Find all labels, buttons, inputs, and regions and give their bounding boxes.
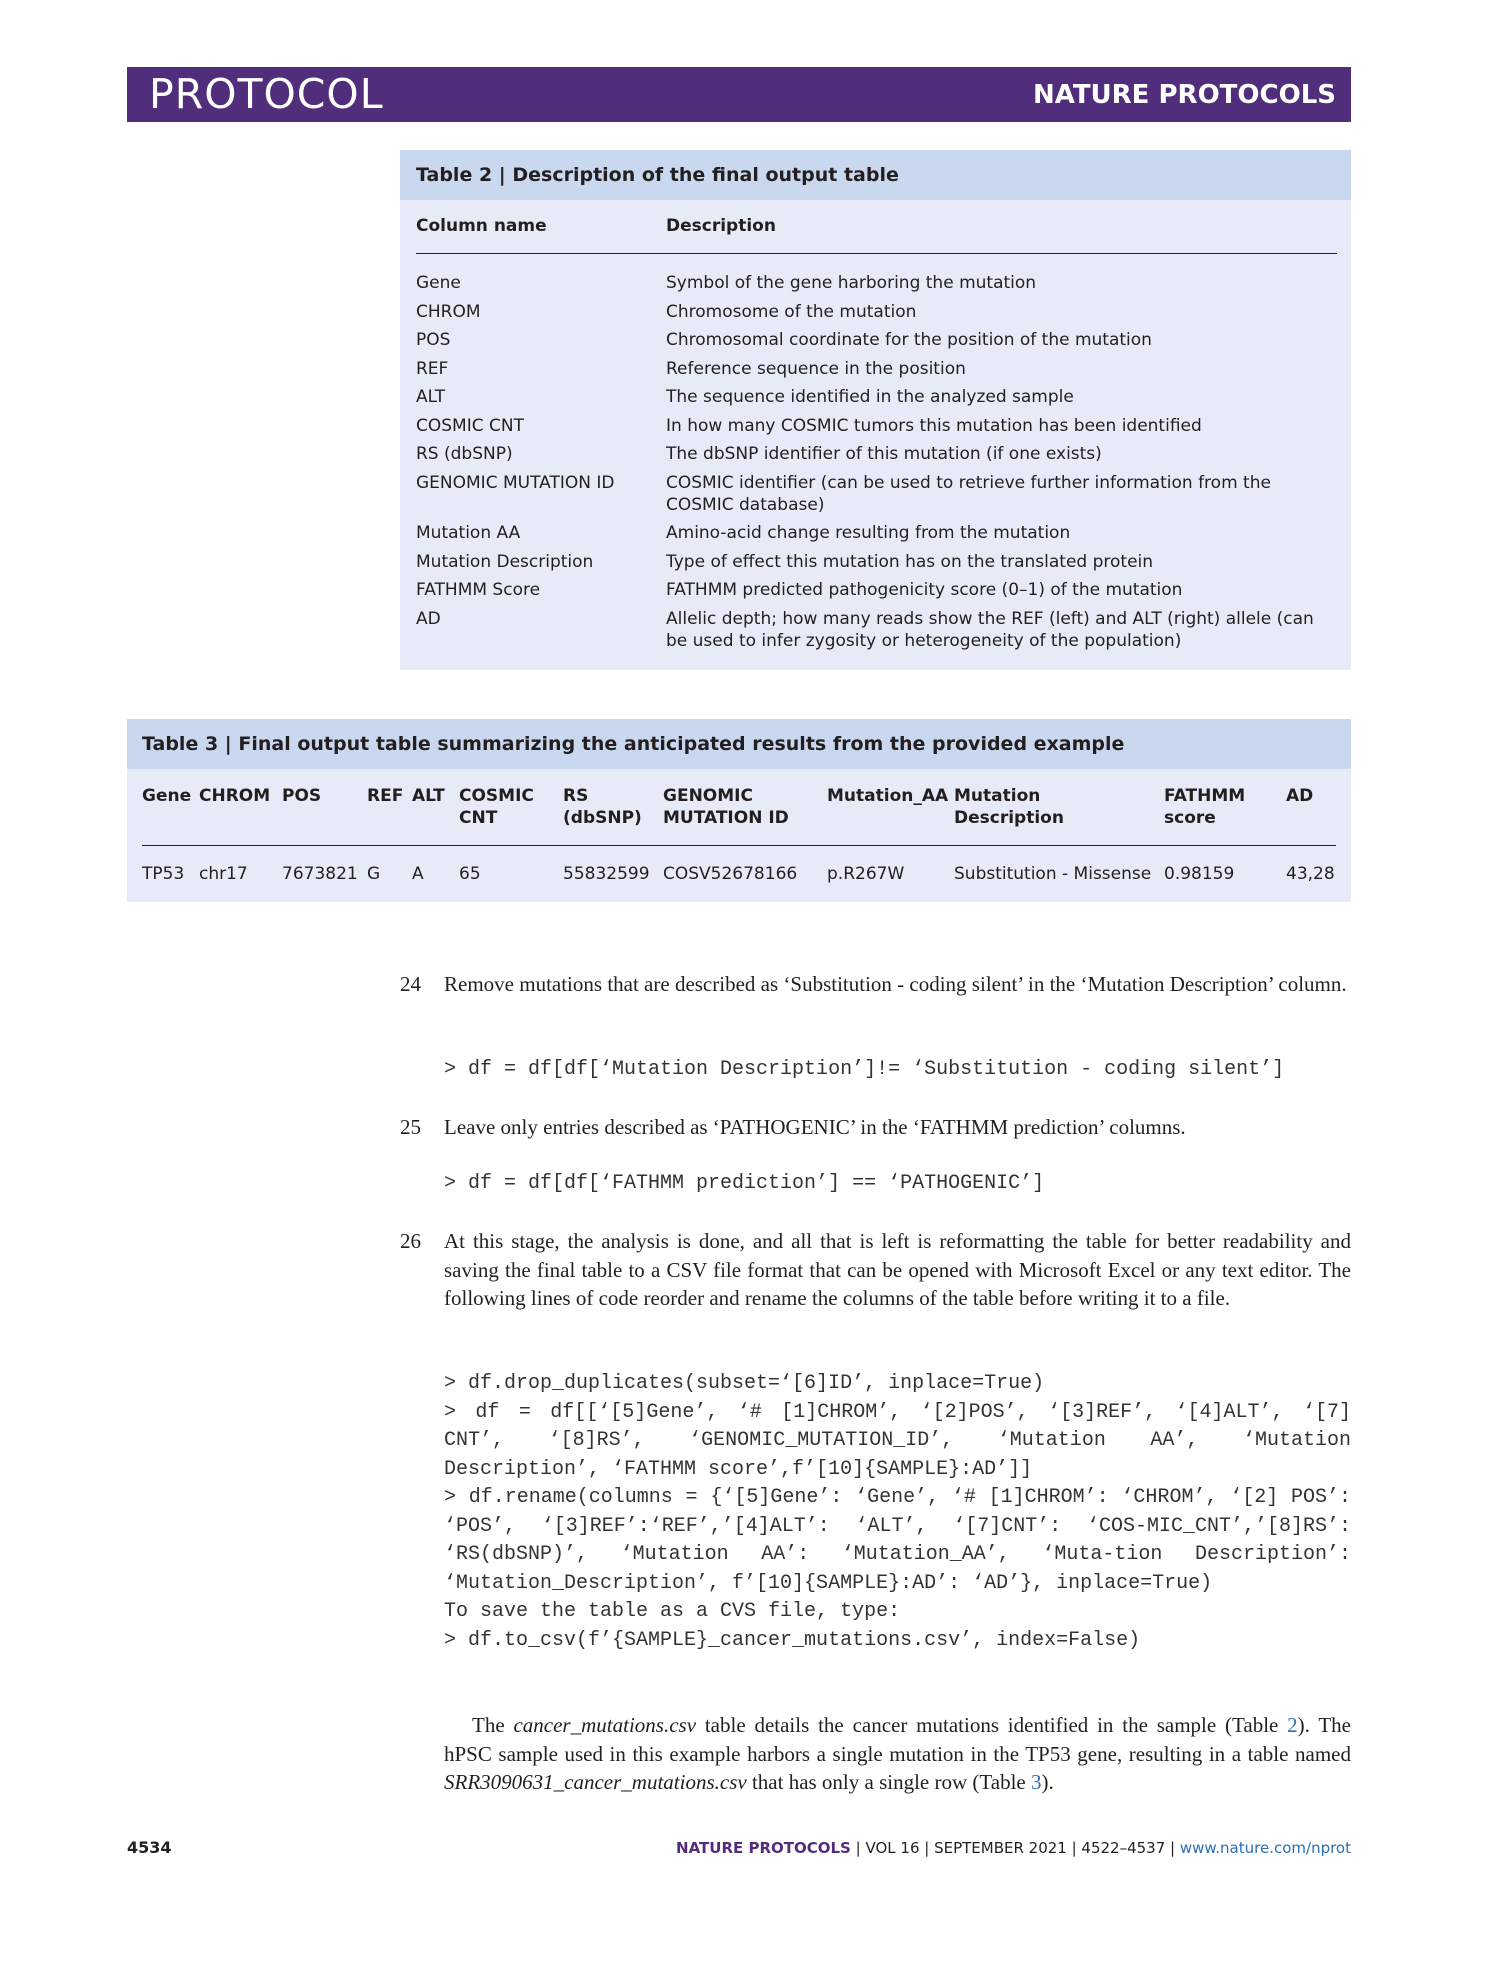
table-2-caption bbox=[400, 150, 1351, 200]
step-24-code: > df = df[df[‘Mutation Description’]!= ‘Substitution - coding silent’] bbox=[444, 1058, 1285, 1081]
table-3-cell-alt: A bbox=[412, 864, 424, 884]
footer-url-link[interactable]: www.nature.com/nprot bbox=[1179, 1839, 1351, 1857]
table-3 bbox=[127, 719, 1351, 902]
table-2-cell-description: Reference sequence in the position bbox=[666, 358, 966, 379]
table-3-header-gene: Gene bbox=[142, 786, 192, 806]
table-3-cell-fathmm-score: 0.98159 bbox=[1164, 864, 1235, 884]
table-2-cell-description: Chromosome of the mutation bbox=[666, 301, 917, 322]
page-number: 4534 bbox=[127, 1838, 172, 1857]
table-2-link[interactable]: 2 bbox=[1287, 1713, 1298, 1737]
table-2-cell-column-name: FATHMM Score bbox=[416, 580, 541, 600]
table-2-cell-column-name: AD bbox=[416, 608, 441, 629]
table-2-cell-description: Type of effect this mutation has on the translated protein bbox=[666, 551, 1154, 572]
table-2-row bbox=[416, 415, 1337, 437]
table-2-row bbox=[416, 301, 1337, 323]
table-3-cell-mutation-aa: p.R267W bbox=[827, 864, 905, 884]
table-3-cell-cosmic-cnt: 65 bbox=[459, 864, 481, 884]
journal-header-bar bbox=[127, 67, 1351, 122]
table-2-row bbox=[416, 472, 1337, 516]
table-3-cell-chrom: chr17 bbox=[199, 864, 248, 884]
table-3-header-cosmic-cnt: COSMIC CNT bbox=[459, 786, 534, 828]
footer-volume: | VOL 16 | SEPTEMBER 2021 | 4522–4537 | bbox=[850, 1839, 1180, 1857]
table-2-row bbox=[416, 551, 1337, 573]
table-2-cell-description: The dbSNP identifier of this mutation (if one exists) bbox=[666, 444, 1102, 464]
table-2-row bbox=[416, 579, 1337, 601]
footer-citation bbox=[676, 1839, 1351, 1857]
table-3-cell-pos: 7673821 bbox=[282, 864, 358, 884]
section-label: PROTOCOL bbox=[149, 70, 384, 118]
table-2-number: Table 2 | bbox=[416, 164, 506, 186]
table-2-cell-column-name: POS bbox=[416, 330, 451, 350]
table-2-cell-description: FATHMM predicted pathogenicity score (0–1) of the mutation bbox=[666, 580, 1183, 600]
table-2-cell-description: Amino-acid change resulting from the mutation bbox=[666, 523, 1071, 543]
closing-paragraph: The cancer_mutations.csv table details the cancer mutations identified in the sample (Table 2). The hPSC sample used in this example harbors a single mutation in the TP53 gene, resulting in a table named SRR3090631_cancer_mutations.csv that has only a single row (Table 3). bbox=[444, 1713, 1352, 1794]
table-3-header-mutation-description: Mutation Description bbox=[954, 786, 1064, 828]
table-3-cell-ref: G bbox=[367, 864, 381, 884]
footer-journal: NATURE PROTOCOLS bbox=[676, 1839, 851, 1857]
step-25-code: > df = df[df[‘FATHMM prediction’] == ‘PATHOGENIC’] bbox=[444, 1172, 1045, 1195]
table-3-header-fathmm-score: FATHMM score bbox=[1164, 786, 1246, 828]
table-2-cell-description: Symbol of the gene harboring the mutation bbox=[666, 273, 1037, 293]
step-26 bbox=[400, 1227, 1351, 1313]
step-24 bbox=[400, 970, 1351, 999]
table-3-header-ad: AD bbox=[1286, 786, 1314, 806]
table-3-cell-gene: TP53 bbox=[142, 864, 185, 884]
table-2-cell-column-name: CHROM bbox=[416, 301, 481, 322]
step-number: 26 bbox=[400, 1229, 421, 1253]
step-26-code: > df.drop_duplicates(subset=‘[6]ID’, inplace=True) > df = df[[‘[5]Gene’, ‘# [1]CHROM’, ‘[2]POS’, ‘[3]REF’, ‘[4]ALT’, ‘[7] CNT’, ‘[8]RS’, ‘GENOMIC_MUTATION_ID’, ‘Mutation AA’, ‘Mutation Description’, ‘FATHMM score’,f’[10]{SAMPLE}:AD’]] > df.rename(columns = {‘[5]Gene’: ‘Gene’, ‘# [1]CHROM’: ‘CHROM’, ‘[2] POS’: ‘POS’, ‘[3]REF’:‘REF’,’[4]ALT’: ‘ALT’, ‘[7]CNT’: ‘COS-MIC_CNT’,’[8]RS’: ‘RS(dbSNP)’, ‘Mutation AA’: ‘Mutation_AA’, ‘Muta-tion Description’: ‘Mutation_Description’, f’[10]{SAMPLE}:AD’: ‘AD’}, inplace=True) To save the table as a CVS file, type: > df.to_csv(f’{SAMPLE}_cancer_mutations.csv’, index=False) bbox=[444, 1372, 1351, 1652]
table-2-row bbox=[416, 272, 1337, 294]
table-2-cell-description: COSMIC identifier (can be used to retrieve further information from the COSMIC database) bbox=[666, 472, 1271, 515]
table-2-cell-column-name: Mutation Description bbox=[416, 551, 594, 572]
table-3-title: Final output table summarizing the anticipated results from the provided example bbox=[238, 733, 1125, 755]
step-number: 24 bbox=[400, 972, 421, 996]
table-3-header-mutation-aa: Mutation_AA bbox=[827, 786, 949, 806]
table-2-col-header-description: Description bbox=[666, 216, 776, 236]
table-3-number: Table 3 | bbox=[142, 733, 232, 755]
table-2 bbox=[400, 150, 1351, 670]
table-2-row bbox=[416, 329, 1337, 351]
journal-name: NATURE PROTOCOLS bbox=[1032, 80, 1336, 110]
file-name: cancer_mutations.csv bbox=[513, 1713, 697, 1737]
table-2-cell-column-name: Gene bbox=[416, 273, 461, 293]
table-2-row bbox=[416, 608, 1337, 652]
table-2-cell-column-name: Mutation AA bbox=[416, 523, 521, 543]
table-3-header-chrom: CHROM bbox=[199, 786, 271, 806]
table-3-header-rs: RS (dbSNP) bbox=[563, 786, 642, 828]
table-2-row bbox=[416, 443, 1337, 465]
table-2-cell-description: Chromosomal coordinate for the position of the mutation bbox=[666, 330, 1152, 350]
table-3-link[interactable]: 3 bbox=[1031, 1770, 1042, 1794]
step-text: At this stage, the analysis is done, and all that is left is reformatting the table for better readability and saving the final table to a CSV file format that can be opened with Microsoft Excel or any text editor. The following lines of code reorder and rename the columns of the table before writing it to a file. bbox=[444, 1229, 1351, 1310]
table-2-cell-column-name: RS (dbSNP) bbox=[416, 444, 513, 464]
table-2-cell-description: The sequence identified in the analyzed sample bbox=[666, 387, 1074, 407]
table-3-cell-genomic-mutation-id: COSV52678166 bbox=[663, 864, 798, 884]
step-number: 25 bbox=[400, 1115, 421, 1139]
table-3-header-pos: POS bbox=[282, 786, 322, 806]
file-name: SRR3090631_cancer_mutations.csv bbox=[444, 1770, 747, 1794]
table-2-row bbox=[416, 386, 1337, 408]
table-2-cell-column-name: ALT bbox=[416, 387, 446, 407]
step-text: Remove mutations that are described as ‘Substitution - coding silent’ in the ‘Mutation Description’ column. bbox=[444, 972, 1347, 996]
table-2-cell-description: Allelic depth; how many reads show the REF (left) and ALT (right) allele (can be used to infer zygosity or heterogeneity of the population) bbox=[666, 608, 1314, 651]
step-text: Leave only entries described as ‘PATHOGENIC’ in the ‘FATHMM prediction’ columns. bbox=[444, 1115, 1186, 1139]
table-3-cell-ad: 43,28 bbox=[1286, 864, 1335, 884]
table-2-body bbox=[416, 272, 1337, 658]
table-2-row bbox=[416, 522, 1337, 544]
table-2-row bbox=[416, 358, 1337, 380]
table-3-header-rule bbox=[142, 845, 1336, 846]
table-2-title: Description of the final output table bbox=[512, 164, 899, 186]
table-3-caption bbox=[127, 719, 1351, 769]
table-2-cell-description: In how many COSMIC tumors this mutation has been identified bbox=[666, 415, 1202, 436]
table-3-cell-mutation-description: Substitution - Missense bbox=[954, 864, 1152, 884]
table-2-cell-column-name: REF bbox=[416, 358, 449, 379]
table-3-header-genomic-mutation-id: GENOMIC MUTATION ID bbox=[663, 786, 789, 828]
table-2-header-rule bbox=[416, 253, 1337, 254]
table-2-cell-column-name: GENOMIC MUTATION ID bbox=[416, 472, 615, 493]
table-2-cell-column-name: COSMIC CNT bbox=[416, 415, 524, 436]
table-3-header-ref: REF bbox=[367, 786, 404, 806]
step-25 bbox=[400, 1113, 1351, 1142]
table-2-col-header-name: Column name bbox=[416, 216, 547, 236]
table-3-header-alt: ALT bbox=[412, 786, 445, 806]
table-3-cell-rs: 55832599 bbox=[563, 864, 650, 884]
